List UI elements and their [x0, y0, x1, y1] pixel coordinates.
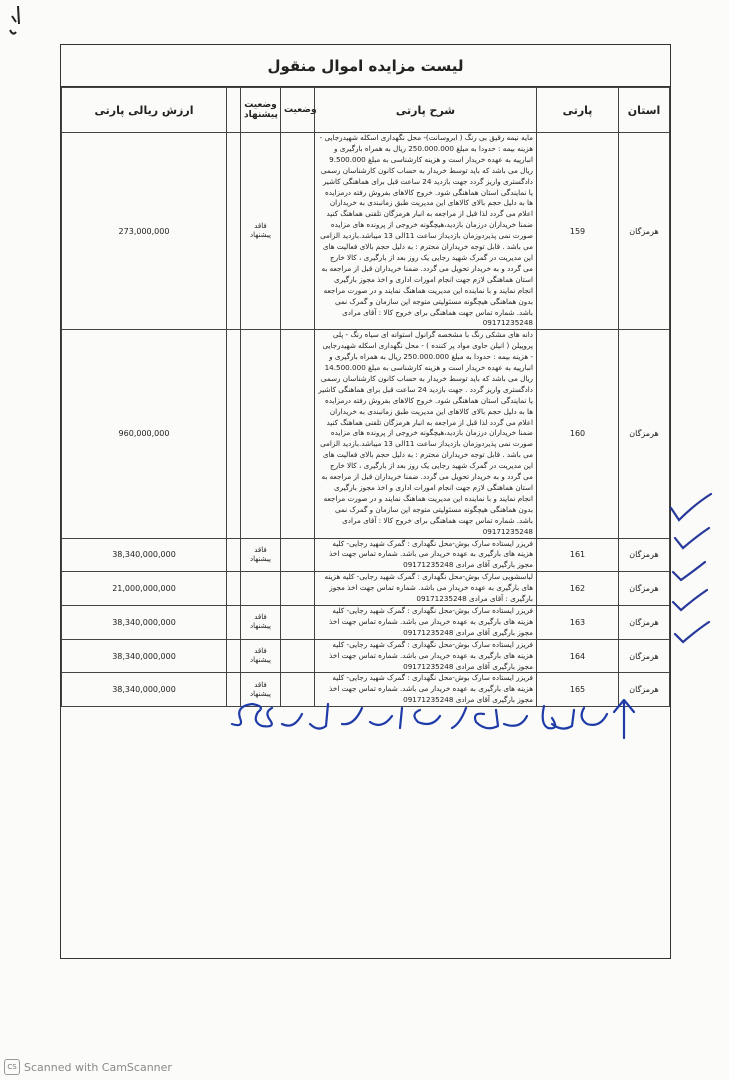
- table-row: [62, 538, 670, 572]
- row-value: 38,340,000,000: [62, 639, 227, 673]
- row-province: هرمزگان: [619, 639, 670, 673]
- row-province: هرمزگان: [619, 673, 670, 707]
- camscanner-logo-icon: CS: [4, 1059, 20, 1075]
- row-province: هرمزگان: [619, 572, 670, 606]
- table-header-row: [62, 88, 670, 133]
- row-offer-status: فاقد پیشنهاد: [241, 538, 281, 572]
- row-spacer: [227, 133, 241, 330]
- row-status: [281, 639, 315, 673]
- header-lot: پارتی: [537, 88, 619, 133]
- row-value: 960,000,000: [62, 330, 227, 538]
- row-status: [281, 330, 315, 538]
- row-lot: 159: [537, 133, 619, 330]
- header-offer-status: وضعیت پیشنهاد: [241, 88, 281, 133]
- header-province: استان: [619, 88, 670, 133]
- scanner-footer-text: Scanned with CamScanner: [24, 1060, 172, 1074]
- table-row: [62, 133, 670, 330]
- header-spacer: [227, 88, 241, 133]
- corner-pen-mark-icon: [4, 2, 44, 42]
- scanner-footer: [4, 1058, 172, 1076]
- row-offer-status: فاقد پیشنهاد: [241, 673, 281, 707]
- row-status: [281, 572, 315, 606]
- row-value: 21,000,000,000: [62, 572, 227, 606]
- row-spacer: [227, 605, 241, 639]
- row-spacer: [227, 330, 241, 538]
- row-offer-status: فاقد پیشنهاد: [241, 639, 281, 673]
- row-description: مایه نیمه رقیق بی رنگ ( ابروسانت)- محل نگهداری اسکله شهیدرجایی - هزینه بیمه : حدودا به مبلغ 250.000.000 ریال به همراه بارگیری و انبارپیه به عهده خریدار است و هزینه کارشناسی به مبلغ 9.500.000 ریال می باشد که باید توسط خریدار به حساب کانون کارشناسان رسمی دادگستری واریز گردد جهت بازدید 24 ساعت قبل برای هماهنگی کاشیر یا نمایندگی استان هماهنگی شود. خروج کالاهای بفروش رفته درمزایده ها به دلیل حجم بالای کالاهای این مدیریت طبق زمانبندی به خریداران اعلام می گردد لذا قبل از مراجعه به انبار هرمزگان تلفنی هماهنگ کنید ضمنا خریداران درزمان بازدید،هیچگونه خروجی از پرونده های مزایده صورت نمی پذیردوزمان بازدیداز ساعت 11الی 13 میباشد.بازدید الزامی می باشد . قابل توجه خریداران محترم : به دلیل حجم بالای فعالیت های این مدیریت در گمرک شهید رجایی یک روز بعد از بارگیری ، کالا خارج می گردد و به خریدار تحویل می گردد. ضمنا خریداران قبل از مراجعه به استان هماهنگی لازم جهت انجام امورات اداری و اخذ مجوز بارگیری انجام نمایند و با نماینده این مدیریت هماهنگ نمایند و در صورت مراجعه بدون هماهنگی هیچگونه مسئولیتی متوجه این سازمان و گمرک نمی باشد. شماره تماس جهت هماهنگی برای خروج کالا : آقای مرادی 09171235248: [315, 133, 537, 330]
- row-province: هرمزگان: [619, 330, 670, 538]
- row-description: فریزر ایستاده سارک بوش-محل نگهداری : گمرک شهید رجایی- کلیه هزینه های بارگیری به عهده خریدار می باشد. شماره تماس جهت اخذ مجوز بارگیری آقای مرادی 09171235248: [315, 538, 537, 572]
- row-province: هرمزگان: [619, 538, 670, 572]
- row-lot: 165: [537, 673, 619, 707]
- row-status: [281, 538, 315, 572]
- document-frame: [60, 44, 671, 959]
- table-row: [62, 330, 670, 538]
- row-description: فریزر ایستاده سارک بوش-محل نگهداری : گمرک شهید رجایی- کلیه هزینه های بارگیری به عهده خریدار می باشد. شماره تماس جهت اخذ مجوز بارگیری آقای مرادی 09171235248: [315, 639, 537, 673]
- row-value: 273,000,000: [62, 133, 227, 330]
- row-province: هرمزگان: [619, 605, 670, 639]
- table-row: [62, 572, 670, 606]
- row-status: [281, 133, 315, 330]
- table-row: [62, 639, 670, 673]
- document-title: لیست مزایده اموال منقول: [61, 45, 670, 87]
- row-lot: 161: [537, 538, 619, 572]
- row-description: لباسشویی سارک بوش-محل نگهداری : گمرک شهید رجایی- کلیه هزینه های بارگیری به عهده خریدار می باشد. شماره تماس جهت اخذ مجوز بارگیری : آقای مرادی 09171235248: [315, 572, 537, 606]
- checkmark-icon: [665, 490, 729, 650]
- header-status: وضعیت: [281, 88, 315, 133]
- row-lot: 160: [537, 330, 619, 538]
- header-value: ارزش ریالی پارتی: [62, 88, 227, 133]
- row-value: 38,340,000,000: [62, 538, 227, 572]
- row-description: فریزر ایستاده سارک بوش-محل نگهداری : گمرک شهید رجایی- کلیه هزینه های بارگیری به عهده خریدار می باشد. شماره تماس جهت اخذ مجوز بارگیری آقای مرادی 09171235248: [315, 673, 537, 707]
- row-spacer: [227, 572, 241, 606]
- row-offer-status: فاقد پیشنهاد: [241, 133, 281, 330]
- row-spacer: [227, 639, 241, 673]
- row-spacer: [227, 538, 241, 572]
- row-value: 38,340,000,000: [62, 673, 227, 707]
- row-province: هرمزگان: [619, 133, 670, 330]
- row-lot: 163: [537, 605, 619, 639]
- row-offer-status: [241, 572, 281, 606]
- row-value: 38,340,000,000: [62, 605, 227, 639]
- row-lot: 164: [537, 639, 619, 673]
- auction-table: [61, 87, 670, 707]
- row-status: [281, 605, 315, 639]
- row-offer-status: [241, 330, 281, 538]
- header-description: شرح پارتی: [315, 88, 537, 133]
- row-lot: 162: [537, 572, 619, 606]
- row-description: فریزر ایستاده سارک بوش-محل نگهداری : گمرک شهید رجایی- کلیه هزینه های بارگیری به عهده خریدار می باشد. شماره تماس جهت اخذ مجوز بارگیری آقای مرادی 09171235248: [315, 605, 537, 639]
- row-offer-status: فاقد پیشنهاد: [241, 605, 281, 639]
- table-row: [62, 605, 670, 639]
- handwritten-note-icon: [222, 694, 642, 744]
- row-description: دانه های مشکی رنگ با مشخصه گرانول استوانه ای سیاه رنگ - پلی پروپیلن ( انیلن حاوی مواد پر کننده ) - محل نگهداری اسکله شهیدرجایی - هزینه بیمه : حدودا به مبلغ 250.000.000 ریال به همراه بارگیری و انبارپیه به عهده خریدار است و هزینه کارشناسی به مبلغ 14.500.000 ریال می باشد که باید توسط خریدار به حساب کانون کارشناسان رسمی دادگستری واریز گردد . جهت بازدید 24 ساعت قبل برای هماهنگی کاشیر یا نمایندگی استان هماهنگی شود. خروج کالاهای بفروش رفته درمزایده ها به دلیل حجم بالای کالاهای این مدیریت طبق زمانبندی به خریداران اعلام می گردد لذا قبل از مراجعه به انبار هرمزگان تلفنی هماهنگ کنید ضمنا خریداران درزمان بازدید،هیچگونه خروجی از پرونده های مزایده صورت نمی پذیردوزمان بازدیداز ساعت 11الی 13 میباشد.بازدید الزامی می باشد . قابل توجه خریداران محترم : به دلیل حجم بالای فعالیت های این مدیریت در گمرک شهید رجایی یک روز بعد از بارگیری ، کالا خارج می گردد و به خریدار تحویل می گردد. ضمنا خریداران قبل از مراجعه به استان هماهنگی لازم جهت انجام امورات اداری و اخذ مجوز بارگیری انجام نمایند و با نماینده این مدیریت هماهنگ نمایند و در صورت مراجعه بدون هماهنگی هیچگونه مسئولیتی متوجه این سازمان و گمرک نمی باشد. شماره تماس جهت هماهنگی برای خروج کالا : آقای مرادی 09171235248: [315, 330, 537, 538]
